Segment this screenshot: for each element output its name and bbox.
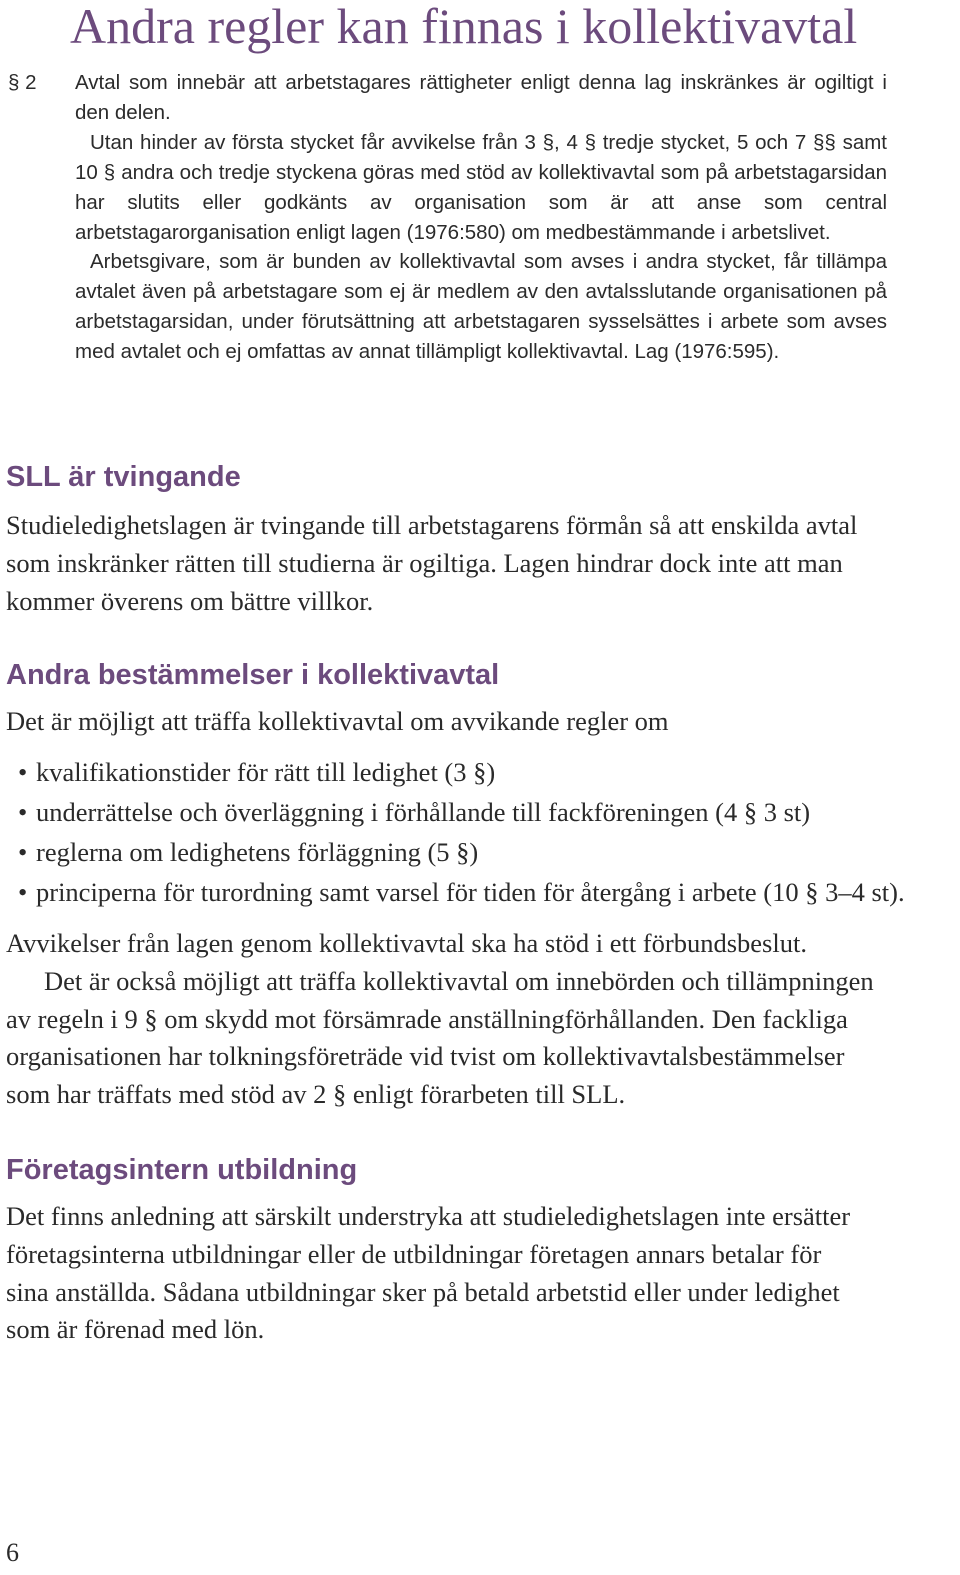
list-item [18,752,905,792]
text-line: organisationen har tolkningsföreträde vid tvist om kollektivavtalsbestämmelser [6,1041,845,1072]
list-item [18,872,905,912]
bullet-marker: • [18,797,28,827]
text-line: sina anställda. Sådana utbildningar sker på betald arbetstid eller under ledighet [6,1276,840,1307]
section-avvikelser-text [6,925,956,1114]
bullet-marker: • [18,877,28,907]
text-line: Det är möjligt att träffa kollektivavtal om avvikande regler om [6,706,669,736]
text-line: som inskränker rätten till studierna är ogiltiga. Lagen hindrar dock inte att man [6,547,843,578]
bullet-marker: • [18,837,28,867]
text-line: Det är också möjligt att träffa kollektivavtal om innebörden och tillämpningen [44,965,874,996]
text-line: av regeln i 9 § om skydd mot försämrade anställningförhållanden. Den fackliga [6,1003,848,1034]
text-line: som är förenad med lön. [6,1314,265,1345]
text-line: som har träffats med stöd av 2 § enligt förarbeten till SLL. [6,1079,626,1110]
text-line: Det finns anledning att särskilt understryka att studieledighetslagen inte ersätter [6,1201,851,1231]
law-section-number: § 2 [8,71,37,94]
bullet-marker: • [18,757,28,787]
list-item-text: underrättelse och överläggning i förhållande till fackföreningen (4 § 3 st) [36,797,811,827]
section-heading-andra-bestammelser: Andra bestämmelser i kollektivavtal [6,659,500,691]
bullet-list [18,752,905,912]
page-number: 6 [6,1538,19,1567]
text-line: Studieledighetslagen är tvingande till arbetstagarens förmån så att enskilda avtal [6,510,858,540]
list-item-text: reglerna om ledighetens förläggning (5 §) [36,837,479,867]
list-item-text: kvalifikationstider för rätt till ledighet (3 §) [36,757,496,787]
page-title: Andra regler kan finnas i kollektivavtal [70,0,858,54]
text-line: Avvikelser från lagen genom kollektivavtal ska ha stöd i ett förbundsbeslut. [6,928,807,958]
text-line: kommer överens om bättre villkor. [6,585,374,616]
section-sll-text [6,507,956,620]
section-heading-sll: SLL är tvingande [6,461,241,493]
law-body [75,68,887,367]
list-item-text: principerna för turordning samt varsel för tiden för återgång i arbete (10 § 3–4 st). [36,877,905,907]
law-paragraph: Avtal som innebär att arbetstagares rättigheter enligt denna lag inskränkes är ogiltigt i den delen. [75,71,887,124]
list-item [18,832,905,872]
section-foretagsintern-text [6,1198,956,1349]
list-item [18,792,905,832]
law-paragraph: Arbetsgivare, som är bunden av kollektivavtal som avses i andra stycket, får tillämpa avtalet även på arbetstagare som ej är medlem av den avtalsslutande organisationen på arbetstagarsidan, under förutsättning att arbetstagaren sysselsättes i arbete som avses med avtalet och ej omfattas av annat tillämpligt kollektivavtal. Lag (1976:595). [75,250,887,364]
text-line: företagsinterna utbildningar eller de utbildningar företagen annars betalar för [6,1238,822,1269]
section-heading-foretagsintern: Företagsintern utbildning [6,1154,358,1186]
law-paragraph: Utan hinder av första stycket får avvikelse från 3 §, 4 § tredje stycket, 5 och 7 §§ samt 10 § andra och tredje styckena göras med stöd av kollektivavtal som på arbetstagarsidan har slutits eller godkänts av organisation som är att anse som central arbetstagarorganisation enligt lagen (1976:580) om medbestämmande i arbetslivet. [75,130,887,244]
section-intro-text [6,703,956,741]
